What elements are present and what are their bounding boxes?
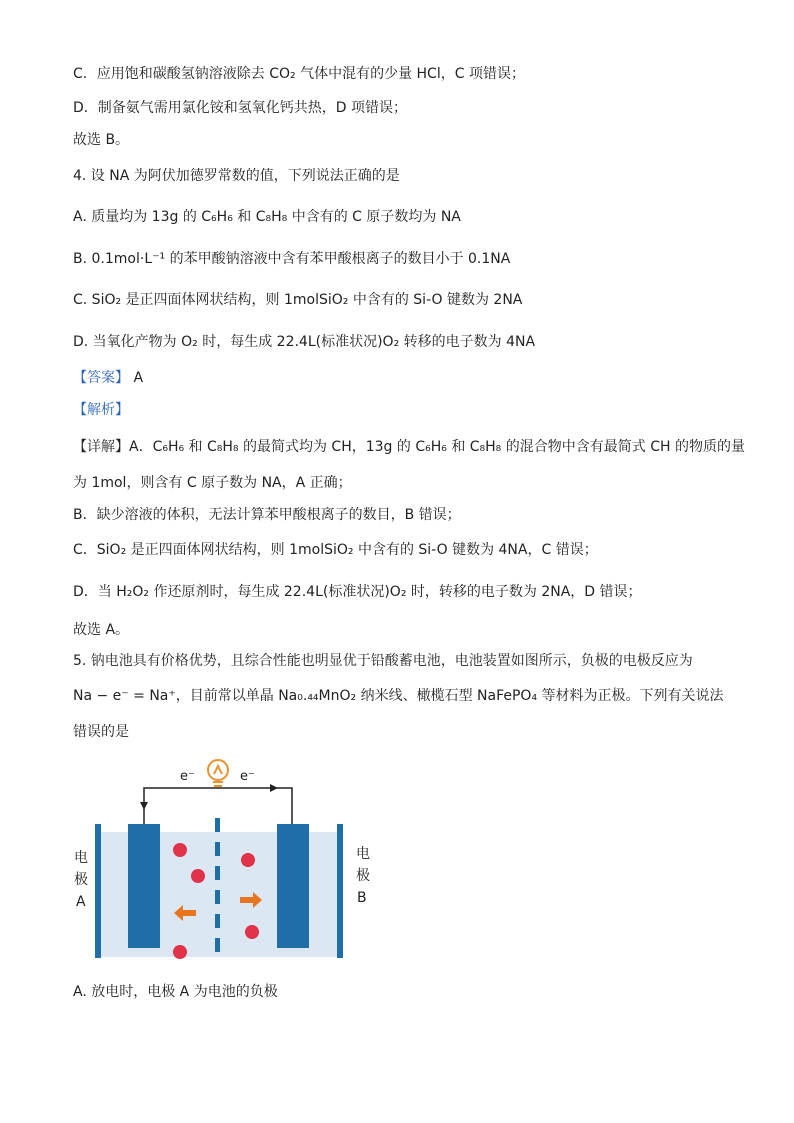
intro-line-1: C．应用饱和碳酸氢钠溶液除去 CO₂ 气体中混有的少量 HCl，C 项错误； (73, 66, 525, 82)
electrode-a-label-1: 电 (74, 850, 88, 866)
electrode-b-label-2: 极 (356, 868, 370, 884)
ion (173, 945, 187, 959)
q5-stem-3: 错误的是 (73, 724, 129, 740)
q4-answer (73, 368, 143, 388)
q5-stem-1: 5. 钠电池具有价格优势，且综合性能也明显优于铅酸蓄电池，电池装置如图所示，负极的电极反应为 (73, 653, 693, 669)
ion (245, 925, 259, 939)
container-wall-right (337, 824, 343, 958)
electron-label-left: e⁻ (180, 769, 195, 784)
q4-detail-6: 故选 A。 (73, 622, 130, 638)
answer-value: A (133, 370, 144, 386)
battery-diagram (70, 752, 390, 982)
lightbulb-icon (208, 760, 228, 786)
electrode-a-label-2: 极 (74, 872, 88, 888)
q5-stem-2: Na − e⁻ = Na⁺，目前常以单晶 Na₀.₄₄MnO₂ 纳米线、橄榄石型 NaFePO₄ 等材料为正极。下列有关说法 (73, 688, 724, 704)
electrode-a-label-3: A (76, 894, 86, 910)
container-wall-left (95, 824, 101, 958)
wire-arrow-right (270, 784, 278, 792)
q4-stem: 4. 设 NA 为阿伏加德罗常数的值，下列说法正确的是 (73, 168, 400, 184)
q4-option-a: A. 质量均为 13g 的 C₆H₆ 和 C₈H₈ 中含有的 C 原子数均为 NA (73, 209, 461, 225)
q4-option-b: B. 0.1mol·L⁻¹ 的苯甲酸钠溶液中含有苯甲酸根离子的数目小于 0.1NA (73, 251, 511, 267)
electrode-b-label-1: 电 (356, 846, 370, 862)
q4-detail-5: D．当 H₂O₂ 作还原剂时，每生成 22.4L(标准状况)O₂ 时，转移的电子数为 2NA，D 错误； (73, 584, 642, 600)
ion (173, 843, 187, 857)
electrode-a-plate (128, 824, 160, 948)
electrode-b-label-3: B (357, 890, 367, 906)
q4-detail-2: 为 1mol，则含有 C 原子数为 NA，A 正确； (73, 475, 352, 491)
ion (191, 869, 205, 883)
intro-line-2: D．制备氨气需用氯化铵和氢氧化钙共热，D 项错误； (73, 100, 408, 116)
electrode-b-plate (277, 824, 309, 948)
q4-option-c: C. SiO₂ 是正四面体网状结构，则 1molSiO₂ 中含有的 Si-O 键数为 2NA (73, 292, 523, 308)
q4-option-d: D. 当氧化产物为 O₂ 时，每生成 22.4L(标准状况)O₂ 转移的电子数为 4NA (73, 334, 536, 350)
analysis-tag: 【解析】 (73, 402, 129, 418)
q4-detail-4: C．SiO₂ 是正四面体网状结构，则 1molSiO₂ 中含有的 Si-O 键数为 4NA，C 错误； (73, 542, 598, 558)
answer-tag: 【答案】 (73, 370, 129, 386)
q4-detail-1: 【详解】A．C₆H₆ 和 C₈H₈ 的最简式均为 CH，13g 的 C₆H₆ 和 C₈H₈ 的混合物中含有最简式 CH 的物质的量 (73, 439, 745, 455)
ion (241, 853, 255, 867)
q5-option-a: A. 放电时，电极 A 为电池的负极 (73, 984, 278, 1000)
q4-detail-3: B．缺少溶液的体积，无法计算苯甲酸根离子的数目，B 错误； (73, 507, 461, 523)
wire-arrow-left (140, 802, 148, 810)
electron-label-right: e⁻ (240, 769, 255, 784)
intro-line-3: 故选 B。 (73, 132, 130, 148)
